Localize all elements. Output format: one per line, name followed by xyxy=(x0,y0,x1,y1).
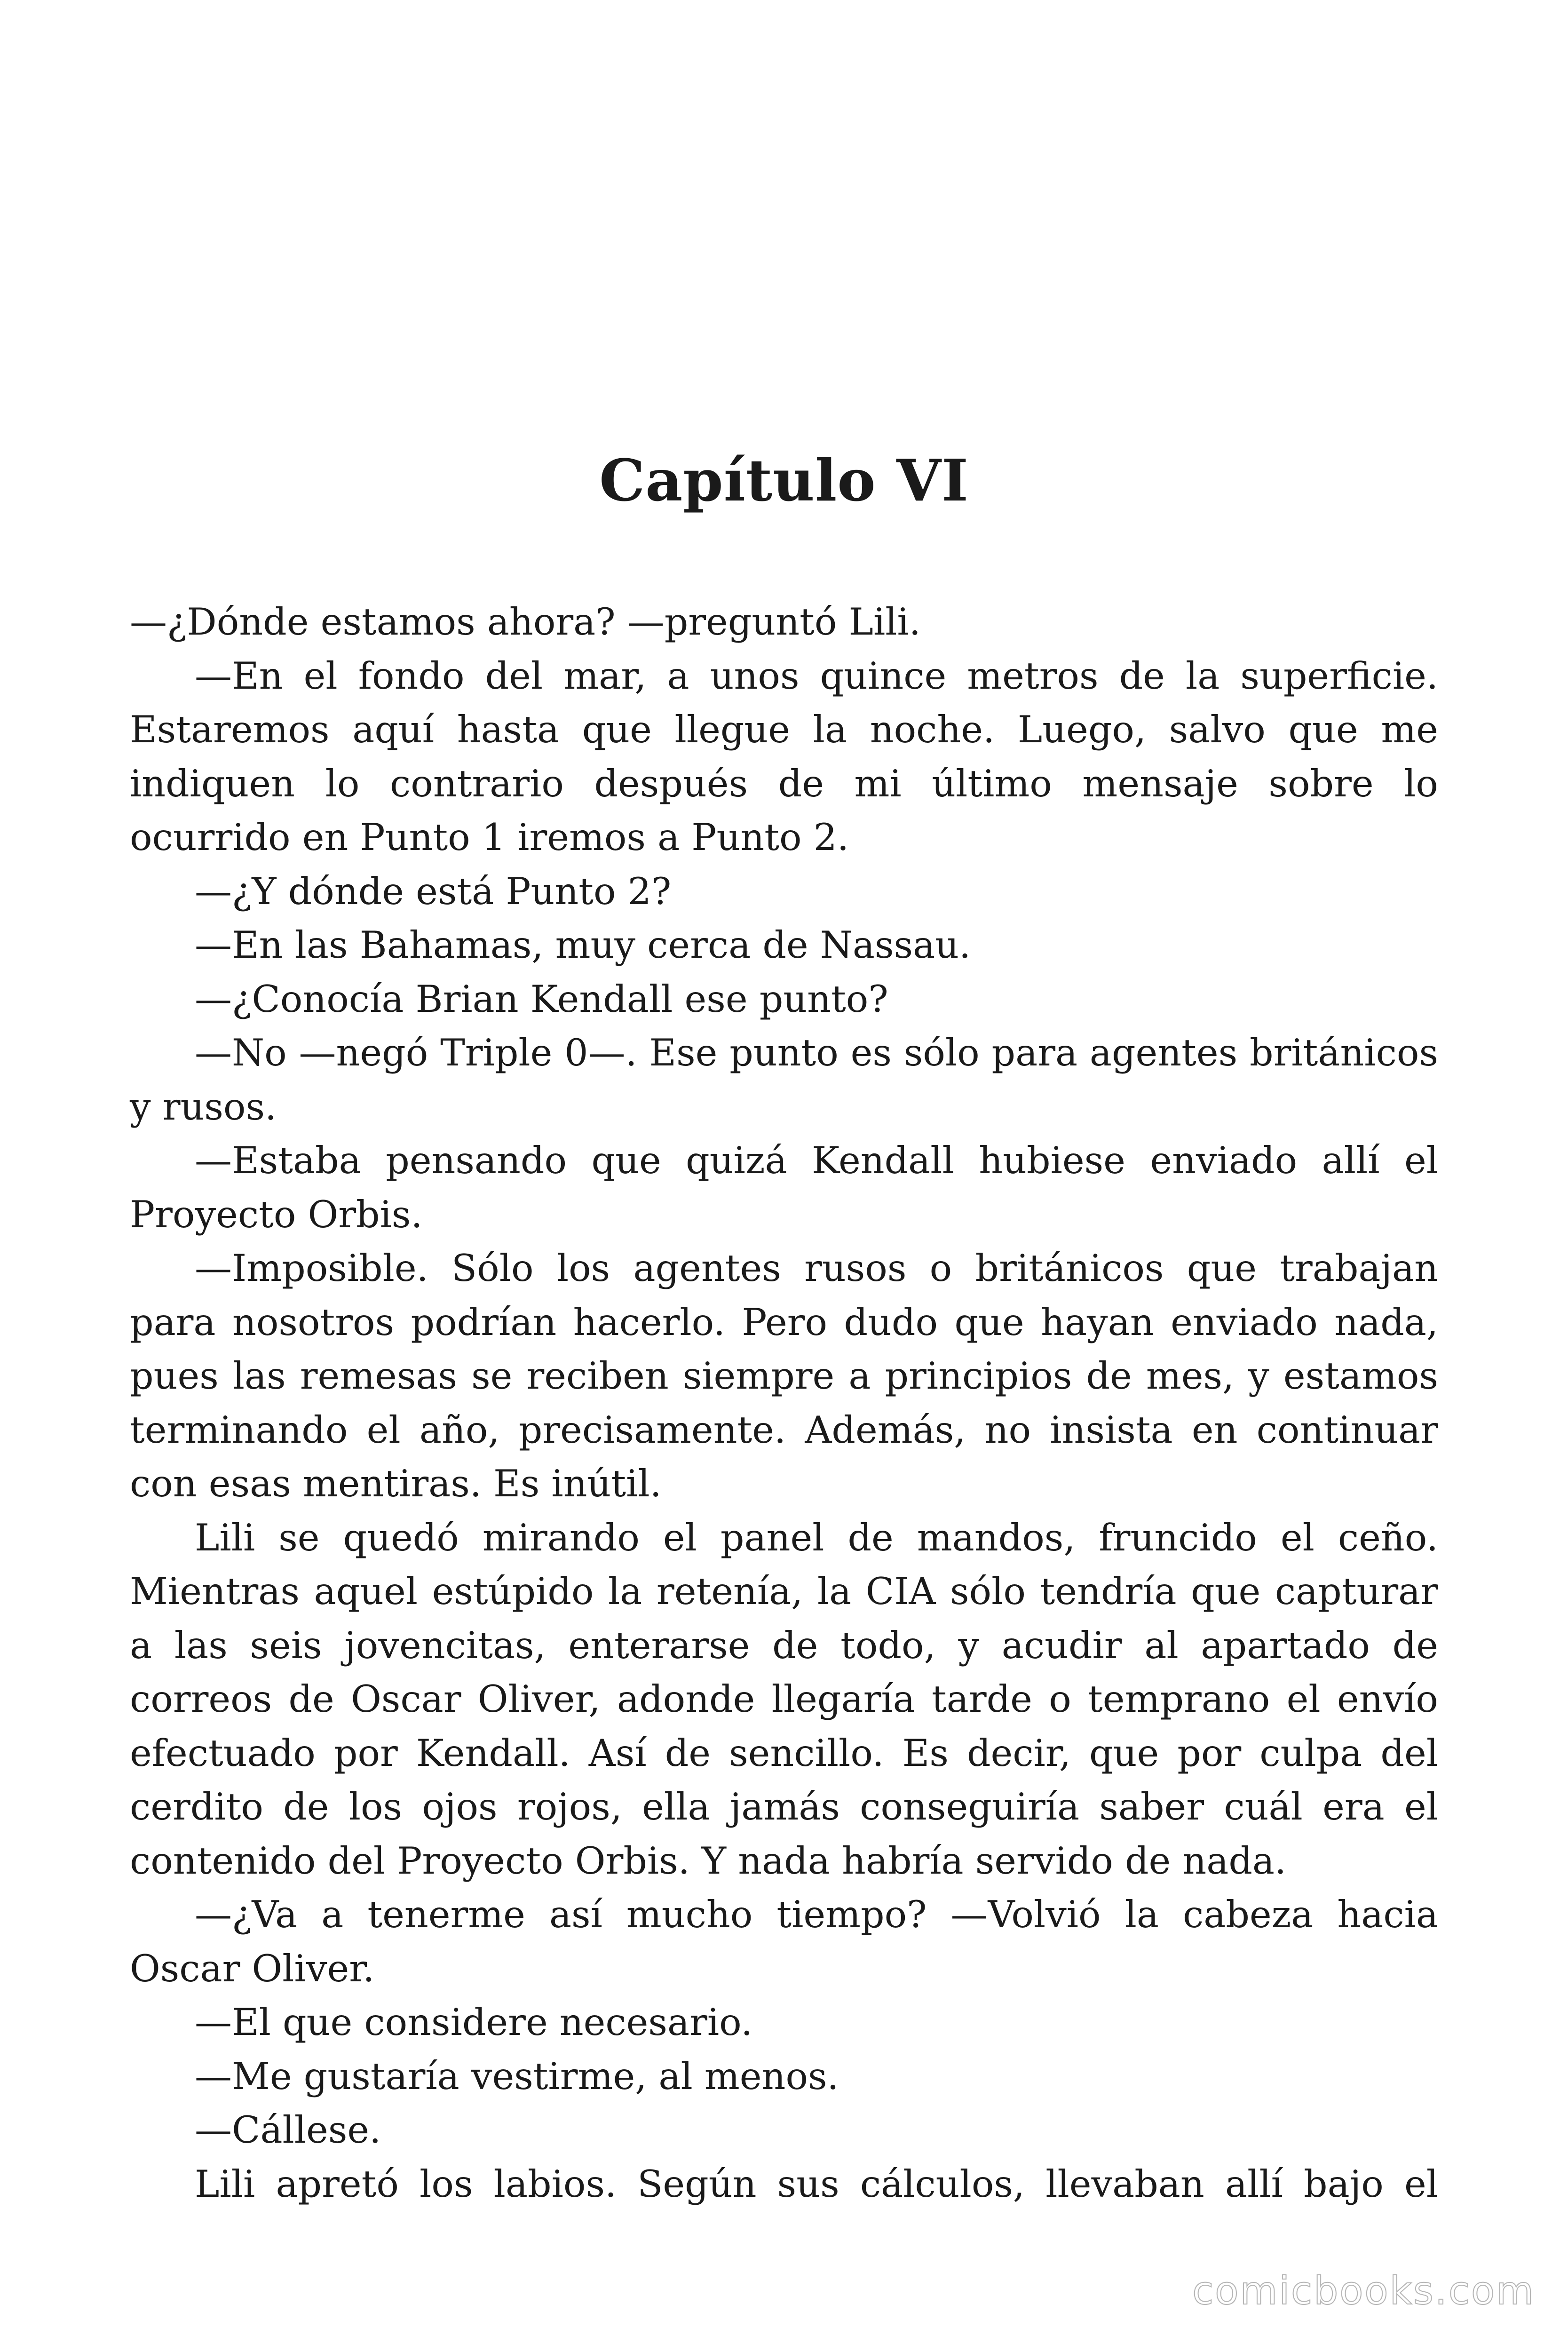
paragraph: —El que considere necesario. xyxy=(195,2001,753,2044)
chapter-title: Capítulo VI xyxy=(599,446,969,514)
paragraph: —Imposible. Sólo los agentes rusos o británicos que trabajan para nosotros podrían hacerlo. Pero dudo que hayan enviado nada, pues las remesas se reciben siempre a principios de mes, y estamos terminando el año, precisamente. Además, no insista en continuar con esas mentiras. Es inútil. xyxy=(130,1247,1438,1505)
paragraph: —No —negó Triple 0—. Ese punto es sólo para agentes británicos y rusos. xyxy=(130,1031,1438,1128)
paragraph: —Cállese. xyxy=(195,2108,381,2152)
paragraph: —¿Va a tenerme así mucho tiempo? —Volvió la cabeza hacia Oscar Oliver. xyxy=(130,1893,1438,1990)
chapter-body xyxy=(130,595,1438,2211)
paragraph: —En el fondo del mar, a unos quince metros de la superficie. Estaremos aquí hasta que llegue la noche. Luego, salvo que me indiquen lo contrario después de mi último mensaje sobre lo ocurrido en Punto 1 iremos a Punto 2. xyxy=(130,654,1438,859)
paragraph: Lili apretó los labios. Según sus cálculos, llevaban allí bajo el xyxy=(195,2162,1438,2206)
paragraph: —¿Conocía Brian Kendall ese punto? xyxy=(195,977,888,1021)
paragraph: —Me gustaría vestirme, al menos. xyxy=(195,2054,839,2098)
paragraph: Lili se quedó mirando el panel de mandos, fruncido el ceño. Mientras aquel estúpido la retenía, la CIA sólo tendría que capturar a las seis jovencitas, enterarse de todo, y acudir al apartado de correos de Oscar Oliver, adonde llegaría tarde o temprano el envío efectuado por Kendall. Así de sencillo. Es decir, que por culpa del cerdito de los ojos rojos, ella jamás conseguiría saber cuál era el contenido del Proyecto Orbis. Y nada habría servido de nada. xyxy=(130,1516,1438,1883)
paragraph: —Estaba pensando que quizá Kendall hubiese enviado allí el Proyecto Orbis. xyxy=(130,1139,1438,1236)
paragraph: —En las Bahamas, muy cerca de Nassau. xyxy=(195,923,971,967)
watermark: comicbooks.com xyxy=(1192,2269,1535,2313)
paragraph: —¿Dónde estamos ahora? —preguntó Lili. xyxy=(130,600,921,644)
paragraph: —¿Y dónde está Punto 2? xyxy=(195,869,672,913)
